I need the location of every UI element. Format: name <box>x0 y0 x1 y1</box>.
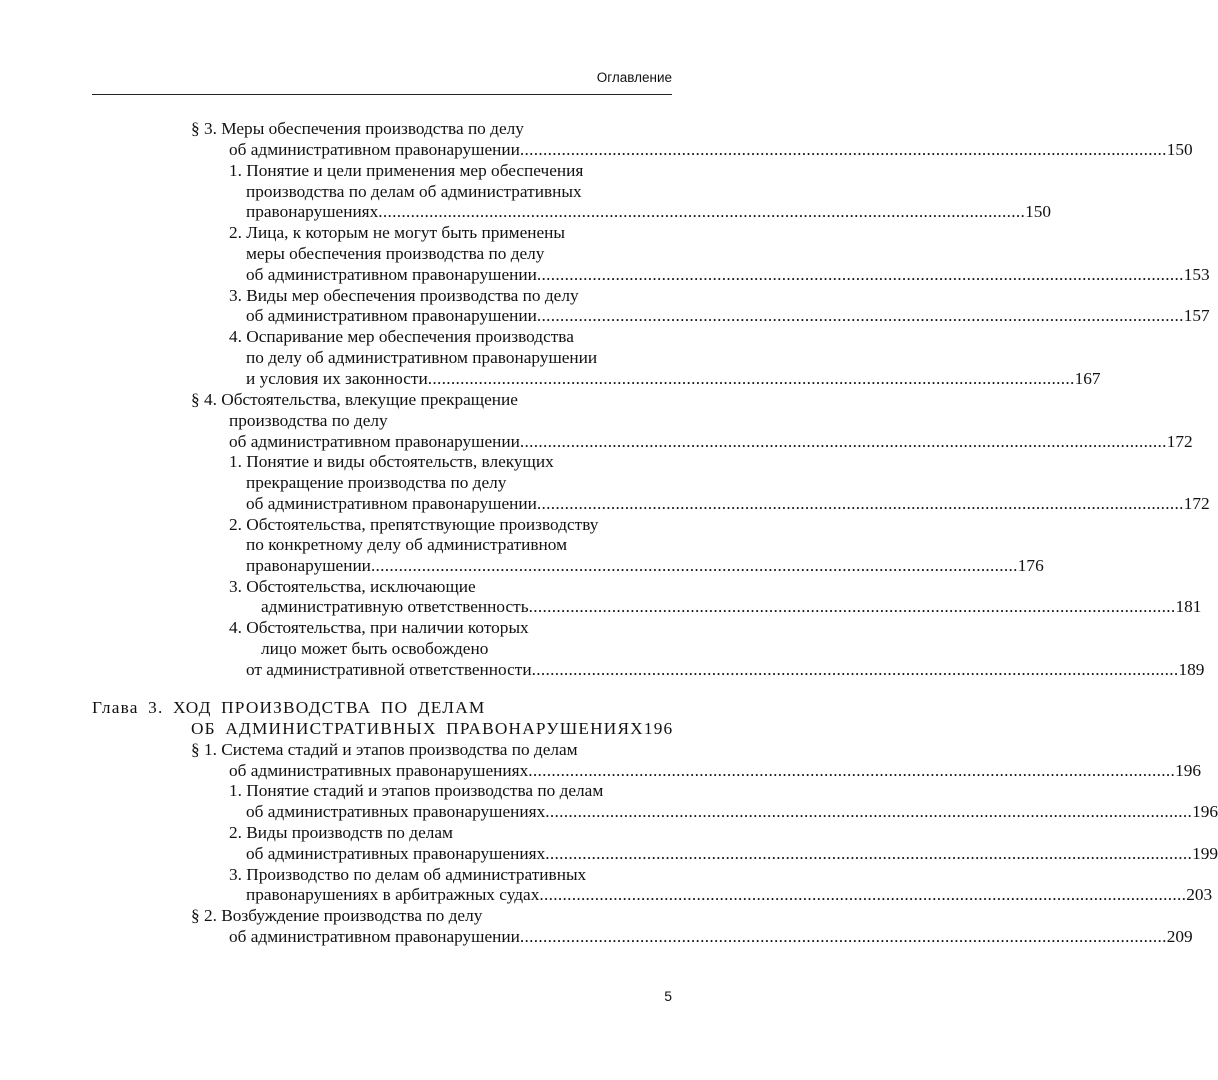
toc-line: правонарушении ............................................................................................................................................ 176 <box>246 556 1044 575</box>
toc-line: прекращение производства по делу <box>246 473 507 492</box>
page-ref: 196 <box>643 719 674 738</box>
dot-leader: ............................................................................................................................................ <box>378 202 1026 221</box>
page-ref: 189 <box>1178 660 1205 679</box>
toc-line: 1. Понятие стадий и этапов производства по делам <box>229 781 604 800</box>
toc-line: об административных правонарушениях ............................................................................................................................................ 196 <box>229 761 1202 780</box>
page-ref: 196 <box>1175 761 1202 780</box>
toc-line: 4. Оспаривание мер обеспечения производства <box>229 327 574 346</box>
toc-line: 1. Понятие и цели применения мер обеспечения <box>229 161 584 180</box>
page-ref: 209 <box>1166 927 1193 946</box>
dot-leader: ............................................................................................................................................ <box>427 369 1075 388</box>
page-number: 5 <box>664 988 672 1004</box>
dot-leader: ............................................................................................................................................ <box>519 432 1167 451</box>
page-ref: 167 <box>1074 369 1101 388</box>
toc-line: об административном правонарушении ............................................................................................................................................ 150 <box>229 140 1193 159</box>
dot-leader: ............................................................................................................................................ <box>545 802 1193 821</box>
toc-line: 2. Лица, к которым не могут быть применены <box>229 223 566 242</box>
toc-line: § 1. Система стадий и этапов производства по делам <box>191 740 578 759</box>
toc-line: об административных правонарушениях ............................................................................................................................................ 199 <box>246 844 1218 863</box>
toc-line: по делу об административном правонарушении <box>246 348 598 367</box>
dot-leader: ............................................................................................................................................ <box>536 265 1184 284</box>
toc-line: об административном правонарушении ............................................................................................................................................ 209 <box>229 927 1193 946</box>
toc-line: 2. Виды производств по делам <box>229 823 453 842</box>
toc-line: производства по делам об административных <box>246 182 582 201</box>
dot-leader: ............................................................................................................................................ <box>539 885 1187 904</box>
page-ref: 157 <box>1183 306 1210 325</box>
dot-leader: ............................................................................................................................................ <box>536 494 1184 513</box>
page-ref: 176 <box>1017 556 1044 575</box>
running-head <box>92 70 672 95</box>
toc-line: по конкретному делу об административном <box>246 535 568 554</box>
toc-line: 3. Обстоятельства, исключающие <box>229 577 476 596</box>
toc-line: и условия их законности ............................................................................................................................................ 167 <box>246 369 1101 388</box>
dot-leader: ............................................................................................................................................ <box>536 306 1184 325</box>
page-ref: 150 <box>1025 202 1052 221</box>
toc-line: § 2. Возбуждение производства по делу <box>191 906 483 925</box>
toc-line: лицо может быть освобождено <box>261 639 489 658</box>
dot-leader: ............................................................................................................................................ <box>528 597 1176 616</box>
toc-line: 3. Виды мер обеспечения производства по делу <box>229 286 579 305</box>
toc-line: 3. Производство по делам об административных <box>229 865 587 884</box>
toc-line: об административных правонарушениях ............................................................................................................................................ 196 <box>246 802 1218 821</box>
toc-line: правонарушениях в арбитражных судах ............................................................................................................................................ 203 <box>246 885 1213 904</box>
chapter-heading: Глава 3. ХОД ПРОИЗВОДСТВА ПО ДЕЛАМ <box>92 698 486 717</box>
toc-line: административную ответственность ............................................................................................................................................ 181 <box>261 597 1202 616</box>
dot-leader: ............................................................................................................................................ <box>531 660 1179 679</box>
page-ref: 181 <box>1175 597 1202 616</box>
toc-line: от административной ответственности ............................................................................................................................................ 189 <box>246 660 1205 679</box>
toc-line: производства по делу <box>229 411 388 430</box>
toc-line: 4. Обстоятельства, при наличии которых <box>229 618 529 637</box>
page-ref: 203 <box>1186 885 1213 904</box>
toc-line: об административном правонарушении ............................................................................................................................................ 153 <box>246 265 1210 284</box>
running-head-title: Оглавление <box>596 70 672 85</box>
toc-line: правонарушениях ............................................................................................................................................ 150 <box>246 202 1052 221</box>
chapter-heading: ОБ АДМИНИСТРАТИВНЫХ ПРАВОНАРУШЕНИЯХ 196 <box>191 719 674 738</box>
toc-line: 2. Обстоятельства, препятствующие производству <box>229 515 599 534</box>
dot-leader: ............................................................................................................................................ <box>528 761 1176 780</box>
page-ref: 199 <box>1192 844 1218 863</box>
page-ref: 172 <box>1166 432 1193 451</box>
dot-leader: ............................................................................................................................................ <box>545 844 1193 863</box>
dot-leader: ............................................................................................................................................ <box>519 140 1167 159</box>
page-ref: 196 <box>1192 802 1218 821</box>
toc-line: об административном правонарушении ............................................................................................................................................ 172 <box>229 432 1193 451</box>
toc-line: 1. Понятие и виды обстоятельств, влекущих <box>229 452 554 471</box>
dot-leader: ............................................................................................................................................ <box>370 556 1018 575</box>
toc-line: об административном правонарушении ............................................................................................................................................ 157 <box>246 306 1210 325</box>
page-ref: 153 <box>1183 265 1210 284</box>
toc-line: об административном правонарушении ............................................................................................................................................ 172 <box>246 494 1210 513</box>
toc-line: § 3. Меры обеспечения производства по делу <box>191 119 524 138</box>
toc-line: меры обеспечения производства по делу <box>246 244 545 263</box>
page-ref: 150 <box>1166 140 1193 159</box>
dot-leader: ............................................................................................................................................ <box>519 927 1167 946</box>
page-ref: 172 <box>1183 494 1210 513</box>
toc-line: § 4. Обстоятельства, влекущие прекращение <box>191 390 518 409</box>
